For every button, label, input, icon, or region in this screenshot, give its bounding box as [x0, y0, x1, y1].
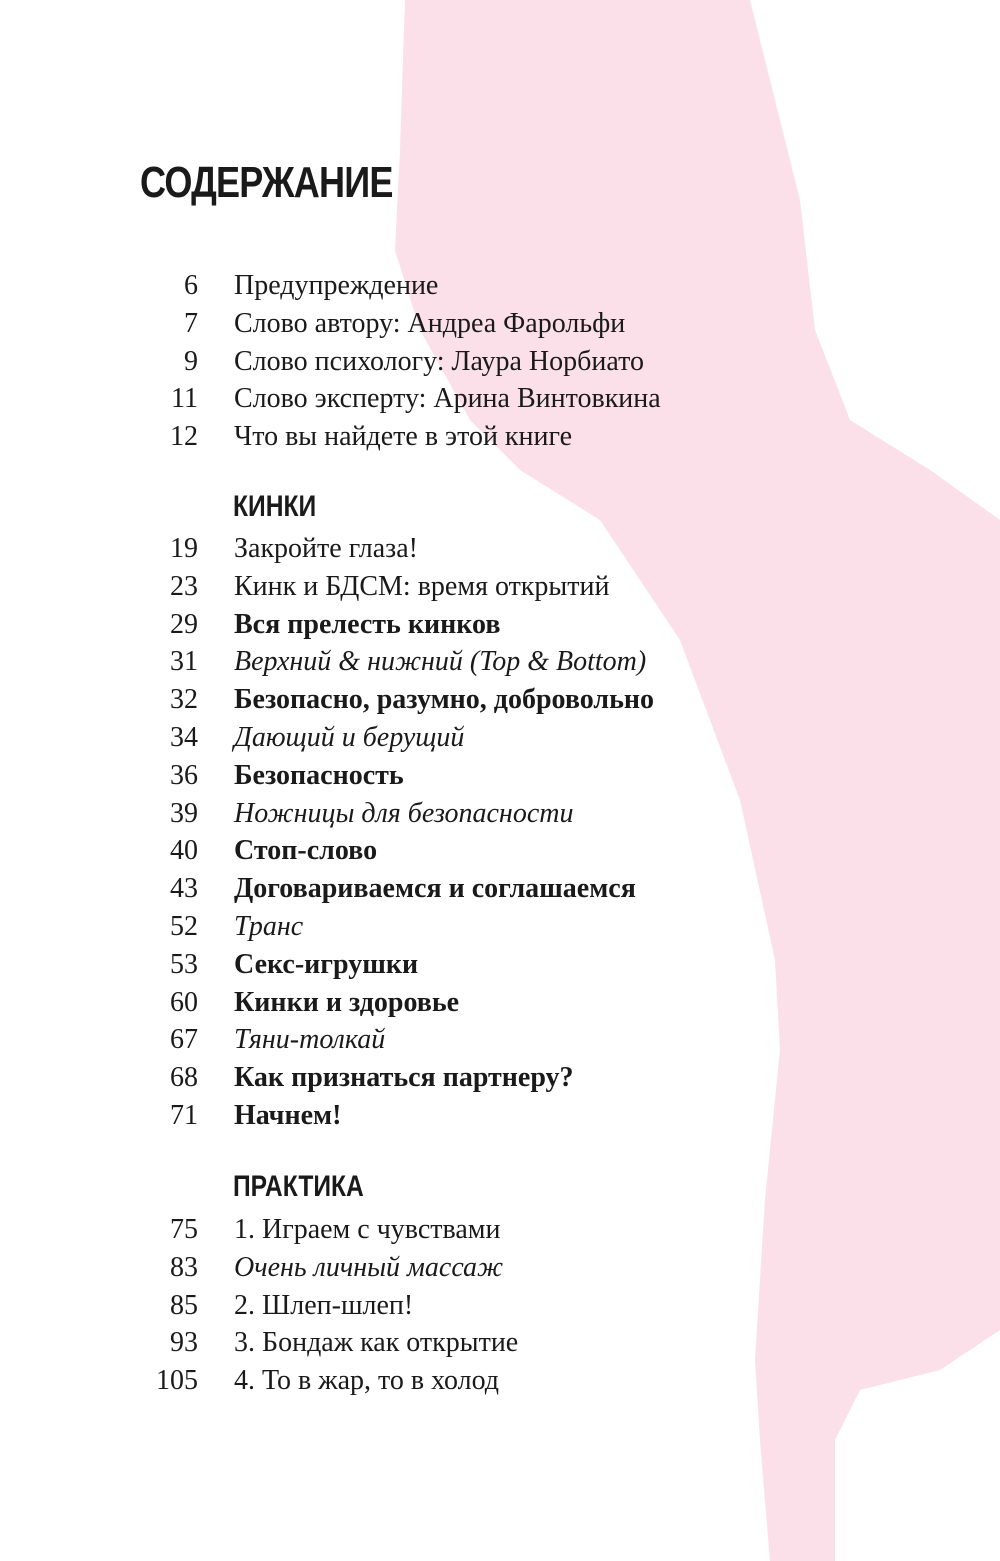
- page-number: 19: [170, 533, 198, 564]
- page-number: 9: [184, 345, 198, 377]
- entry-title: Стоп-слово: [234, 835, 378, 867]
- section-heading-practice: ПРАКТИКА: [233, 1170, 364, 1203]
- entry-title: Транс: [234, 910, 304, 942]
- page-number: 93: [170, 1327, 198, 1359]
- entry-title: Как признаться партнеру?: [234, 1062, 574, 1094]
- toc-practice-list: [0, 1211, 1000, 1400]
- entry-title: Предупреждение: [234, 270, 439, 301]
- entry-title: Что вы найдете в этой книге: [234, 421, 573, 453]
- toc-entry[interactable]: [0, 719, 1000, 757]
- page-number: 39: [170, 797, 198, 829]
- toc-entry[interactable]: [0, 418, 1000, 456]
- toc-entry[interactable]: [0, 643, 1000, 681]
- page-number: 71: [170, 1099, 198, 1131]
- toc-entry[interactable]: [0, 267, 1000, 305]
- page-title: СОДЕРЖАНИЕ: [140, 158, 393, 207]
- page-number: 105: [156, 1365, 198, 1397]
- toc-entry[interactable]: [0, 946, 1000, 984]
- toc-entry[interactable]: [0, 757, 1000, 795]
- page-number: 52: [170, 910, 198, 942]
- section-heading-kinks: КИНКИ: [233, 490, 317, 523]
- page-number: 85: [170, 1289, 198, 1321]
- entry-title: Слово эксперту: Арина Винтовкина: [234, 383, 661, 415]
- entry-title: Очень личный массаж: [234, 1251, 504, 1283]
- page-number: 29: [170, 608, 198, 640]
- toc-entry[interactable]: [0, 380, 1000, 418]
- toc-entry[interactable]: [0, 681, 1000, 719]
- entry-title: Секс-игрушки: [234, 948, 419, 980]
- entry-title: Вся прелесть кинков: [234, 608, 501, 640]
- entry-title: 4. То в жар, то в холод: [234, 1365, 500, 1397]
- entry-title: Договариваемся и соглашаемся: [234, 873, 636, 905]
- toc-entry[interactable]: [0, 832, 1000, 870]
- page-number: 12: [170, 421, 198, 453]
- page-number: 7: [184, 307, 198, 339]
- toc-entry[interactable]: [0, 568, 1000, 606]
- entry-title: Начнем!: [234, 1099, 342, 1131]
- toc-entry[interactable]: [0, 795, 1000, 833]
- toc-entry[interactable]: [0, 1287, 1000, 1325]
- entry-title: 2. Шлеп-шлеп!: [234, 1289, 414, 1321]
- entry-title: 1. Играем с чувствами: [234, 1214, 501, 1245]
- toc-entry[interactable]: [0, 1059, 1000, 1097]
- entry-title: Безопасность: [234, 759, 404, 791]
- entry-title: Ножницы для безопасности: [234, 797, 574, 829]
- toc-entry[interactable]: [0, 870, 1000, 908]
- page-number: 60: [170, 986, 198, 1018]
- page-number: 23: [170, 570, 198, 602]
- page-number: 36: [170, 759, 198, 791]
- entry-title: Слово психологу: Лаура Норбиато: [234, 345, 644, 377]
- page-number: 31: [170, 646, 198, 678]
- entry-title: Верхний & нижний (Top & Bottom): [234, 646, 647, 678]
- page-number: 67: [170, 1024, 198, 1056]
- toc-entry[interactable]: [0, 343, 1000, 381]
- toc-entry[interactable]: [0, 1211, 1000, 1249]
- toc-entry[interactable]: [0, 908, 1000, 946]
- toc-entry[interactable]: [0, 530, 1000, 568]
- toc-entry[interactable]: [0, 305, 1000, 343]
- entry-title: Закройте глаза!: [234, 533, 418, 564]
- page-number: 68: [170, 1062, 198, 1094]
- page-number: 75: [170, 1214, 198, 1245]
- page-number: 43: [170, 873, 198, 905]
- toc-kinks-list: [0, 530, 1000, 1135]
- entry-title: Кинки и здоровье: [234, 986, 460, 1018]
- page-number: 6: [184, 270, 198, 301]
- page-number: 53: [170, 948, 198, 980]
- entry-title: Безопасно, разумно, добровольно: [234, 684, 655, 716]
- toc-entry[interactable]: [0, 1021, 1000, 1059]
- page-number: 34: [170, 721, 198, 753]
- toc-entry[interactable]: [0, 1324, 1000, 1362]
- entry-title: Дающий и берущий: [234, 721, 465, 753]
- toc-entry[interactable]: [0, 984, 1000, 1022]
- entry-title: Тяни-толкай: [234, 1024, 386, 1056]
- entry-title: Слово автору: Андреа Фарольфи: [234, 307, 626, 339]
- entry-title: Кинк и БДСМ: время открытий: [234, 570, 610, 602]
- toc-entry[interactable]: [0, 1097, 1000, 1135]
- page-number: 32: [170, 684, 198, 716]
- entry-title: 3. Бондаж как открытие: [234, 1327, 519, 1359]
- toc-entry[interactable]: [0, 1362, 1000, 1400]
- toc-intro-list: [0, 267, 1000, 456]
- toc-entry[interactable]: [0, 1249, 1000, 1287]
- page-number: 11: [171, 383, 198, 415]
- page-number: 40: [170, 835, 198, 867]
- page-number: 83: [170, 1251, 198, 1283]
- toc-entry[interactable]: [0, 606, 1000, 644]
